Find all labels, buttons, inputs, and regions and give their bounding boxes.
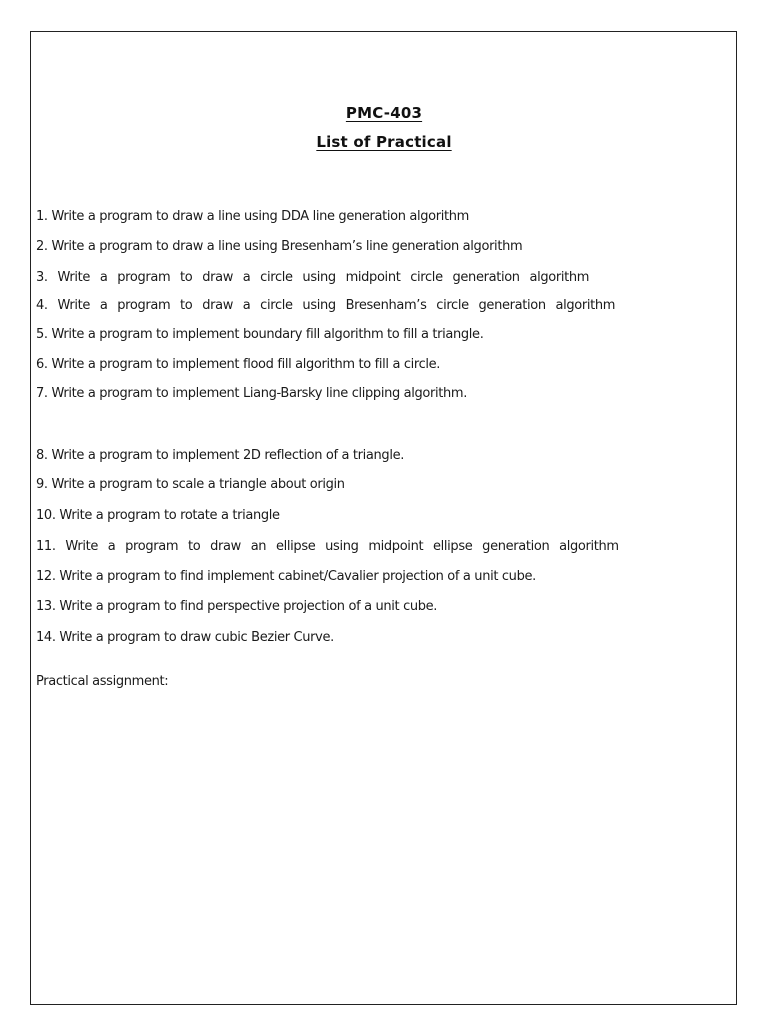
practical-item-6: 6. Write a program to implement flood fill algorithm to fill a circle.	[36, 357, 441, 372]
practical-item-8: 8. Write a program to implement 2D reflection of a triangle.	[36, 448, 405, 463]
practical-item-4: 4. Write a program to draw a circle using Bresenham’s circle generation algorithm	[36, 298, 616, 313]
practical-item-13: 13. Write a program to find perspective projection of a unit cube.	[36, 599, 438, 614]
practical-item-3: 3. Write a program to draw a circle using midpoint circle generation algorithm	[36, 270, 590, 285]
practical-item-2: 2. Write a program to draw a line using Bresenham’s line generation algorithm	[36, 239, 523, 254]
practical-item-7: 7. Write a program to implement Liang-Barsky line clipping algorithm.	[36, 386, 468, 401]
practical-item-10: 10. Write a program to rotate a triangle	[36, 508, 280, 523]
course-code-heading: PMC-403	[345, 104, 423, 122]
practical-item-14: 14. Write a program to draw cubic Bezier Curve.	[36, 630, 334, 645]
practical-item-1: 1. Write a program to draw a line using DDA line generation algorithm	[36, 209, 469, 224]
practical-item-11: 11. Write a program to draw an ellipse using midpoint ellipse generation algorithm	[36, 539, 619, 554]
practical-item-9: 9. Write a program to scale a triangle about origin	[36, 477, 345, 492]
practical-item-5: 5. Write a program to implement boundary fill algorithm to fill a triangle.	[36, 327, 484, 342]
document-title: List of Practical	[316, 133, 452, 151]
practical-assignment-label: Practical assignment:	[36, 674, 169, 689]
practical-item-12: 12. Write a program to find implement cabinet/Cavalier projection of a unit cube.	[36, 569, 536, 584]
